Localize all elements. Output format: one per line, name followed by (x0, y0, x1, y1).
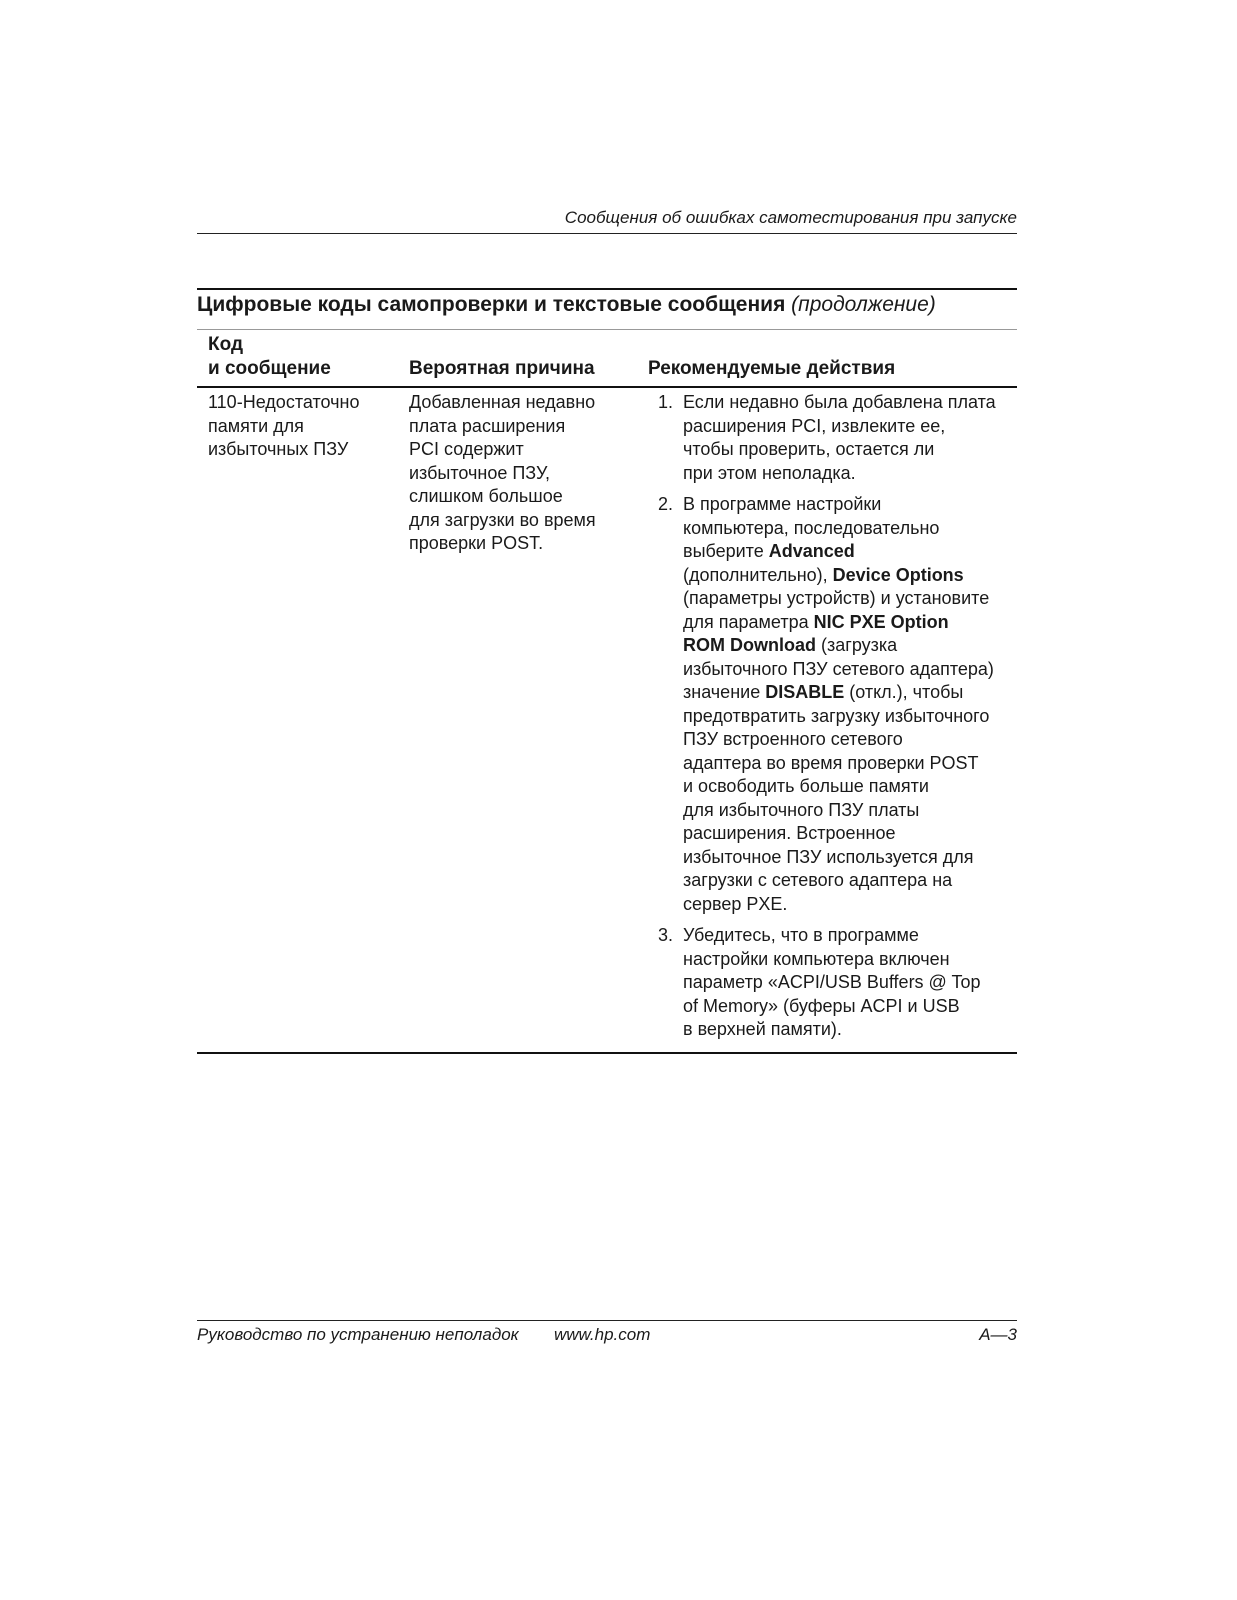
table-title (197, 293, 1017, 317)
column-header-action: Рекомендуемые действия (648, 358, 896, 379)
column-header-code: Код и сообщение (208, 334, 331, 379)
footer-url[interactable]: www.hp.com (554, 1325, 651, 1344)
step-number: 3. (658, 925, 674, 945)
step-text: Убедитесь, что в программе настройки компьютера включен параметр «ACPI/USB Buffers @ Top of Memory» (буферы ACPI и USB в верхней памяти). (683, 925, 981, 1039)
table-top-rule (197, 288, 1017, 290)
footer-title: Руководство по устранению неполадок (197, 1325, 519, 1344)
actions-cell (658, 391, 1018, 1050)
action-step-1 (658, 391, 1018, 485)
step-text: В программе настройки компьютера, последовательно выберите Advanced (дополнительно), Device Options (параметры устройств) и установите для параметра NIC PXE Option ROM Download (загрузка избыточного ПЗУ сетевого адаптера) значение DISABLE (откл.), чтобы предотвратить загрузку избыточного ПЗУ встроенного сетевого адаптера во время проверки POST и освободить больше памяти для избыточного ПЗУ платы расширения. Встроенное избыточное ПЗУ используется для загрузки с сетевого адаптера на сервер PXE. (683, 494, 994, 914)
action-step-3 (658, 924, 1018, 1042)
code-cell: 110-Недостаточно памяти для избыточных ПЗУ (208, 392, 360, 459)
step-text: Если недавно была добавлена плата расширения PCI, извлеките ее, чтобы проверить, остается ли при этом неполадка. (683, 392, 996, 483)
table-title-continued: (продолжение) (791, 293, 936, 316)
header-row-rule (197, 386, 1017, 388)
cause-cell: Добавленная недавно плата расширения PCI содержит избыточное ПЗУ, слишком большое для загрузки во время проверки POST. (409, 392, 596, 553)
header-rule (197, 233, 1017, 234)
table-title-text: Цифровые коды самопроверки и текстовые сообщения (197, 293, 786, 316)
page-number: A—3 (979, 1325, 1017, 1344)
column-header-cause: Вероятная причина (409, 358, 595, 379)
step-number: 2. (658, 494, 674, 514)
title-rule (197, 329, 1017, 330)
footer-rule (197, 1320, 1017, 1321)
action-step-2 (658, 493, 1018, 916)
table-bottom-rule (197, 1052, 1017, 1054)
step-number: 1. (658, 392, 674, 412)
running-header: Сообщения об ошибках самотестирования при запуске (564, 208, 1017, 227)
